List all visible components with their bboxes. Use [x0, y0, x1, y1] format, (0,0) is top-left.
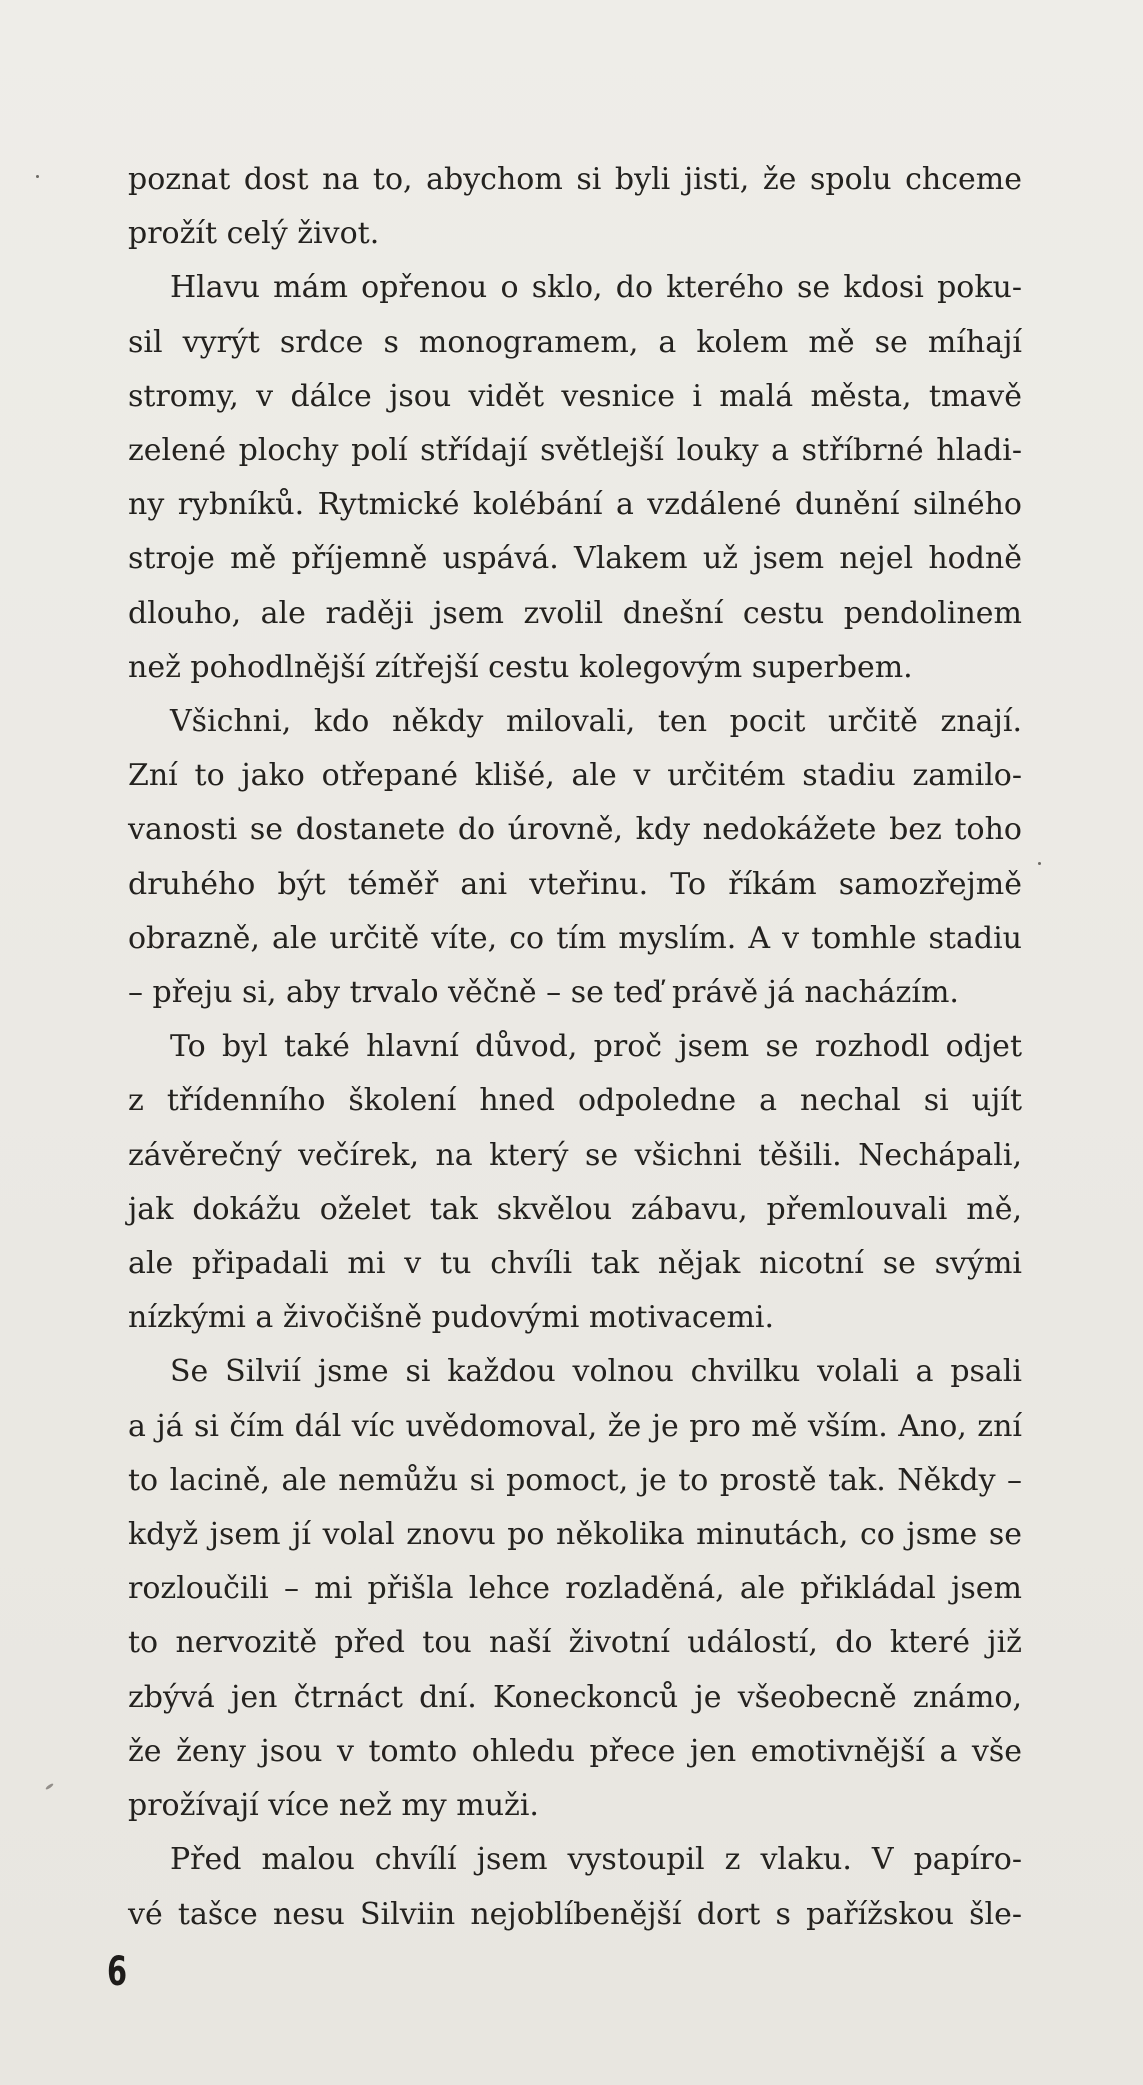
paper-speck — [45, 1783, 54, 1791]
text-line: nízkými a živočišně pudovými motivacemi. — [128, 1300, 775, 1336]
text-line: stroje mě příjemně uspává. Vlakem už jsem nejel hodně — [128, 541, 1022, 577]
text-line: že ženy jsou v tomto ohledu přece jen emotivnější a vše — [128, 1733, 1022, 1769]
text-line: zbývá jen čtrnáct dní. Koneckonců je všeobecně známo, — [128, 1679, 1022, 1715]
text-line: stromy, v dálce jsou vidět vesnice i malá města, tmavě — [128, 378, 1022, 414]
text-line: vé tašce nesu Silviin nejoblíbenější dort s pařížskou šle- — [128, 1896, 1022, 1932]
text-line: z třídenního školení hned odpoledne a nechal si ujít — [128, 1083, 1022, 1119]
text-line: – přeju si, aby trvalo věčně – se teď právě já nacházím. — [128, 975, 959, 1011]
text-line: ale připadali mi v tu chvíli tak nějak nicotní se svými — [128, 1246, 1022, 1282]
text-line: Se Silvií jsme si každou volnou chvilku volali a psali — [170, 1354, 1022, 1390]
text-line: Před malou chvílí jsem vystoupil z vlaku. V papíro- — [170, 1842, 1022, 1878]
text-line: obrazně, ale určitě víte, co tím myslím. A v tomhle stadiu — [128, 920, 1022, 956]
text-line: závěrečný večírek, na který se všichni těšili. Nechápali, — [128, 1137, 1022, 1173]
text-line: to lacině, ale nemůžu si pomoct, je to prostě tak. Někdy – — [128, 1462, 1022, 1498]
text-line: když jsem jí volal znovu po několika minutách, co jsme se — [128, 1517, 1022, 1553]
text-line: a já si čím dál víc uvědomoval, že je pro mě vším. Ano, zní — [128, 1408, 1022, 1444]
text-line: Hlavu mám opřenou o sklo, do kterého se kdosi poku- — [170, 270, 1022, 306]
text-line: než pohodlnější zítřejší cestu kolegovým superbem. — [128, 649, 913, 685]
text-line: Zní to jako otřepané klišé, ale v určitém stadiu zamilo- — [128, 758, 1022, 794]
text-line: rozloučili – mi přišla lehce rozladěná, ale přikládal jsem — [128, 1571, 1022, 1607]
paper-speck — [1038, 862, 1041, 865]
text-line: zelené plochy polí střídají světlejší louky a stříbrné hladi- — [128, 433, 1022, 469]
paper-speck — [36, 175, 39, 178]
text-line: druhého být téměř ani vteřinu. To říkám samozřejmě — [128, 866, 1022, 902]
text-line: to nervozitě před tou naší životní událostí, do které již — [128, 1625, 1022, 1661]
text-line: poznat dost na to, abychom si byli jisti, že spolu chceme — [128, 162, 1022, 197]
text-line: dlouho, ale raději jsem zvolil dnešní cestu pendolinem — [128, 595, 1022, 631]
text-line: prožívají více než my muži. — [128, 1788, 539, 1824]
text-line: To byl také hlavní důvod, proč jsem se rozhodl odjet — [170, 1029, 1022, 1065]
text-line: vanosti se dostanete do úrovně, kdy nedokážete bez toho — [128, 812, 1022, 848]
text-line: Všichni, kdo někdy milovali, ten pocit určitě znají. — [170, 704, 1022, 740]
page-number: 6 — [107, 1949, 128, 1995]
text-line: prožít celý život. — [128, 216, 380, 252]
text-line: sil vyrýt srdce s monogramem, a kolem mě se míhají — [128, 324, 1022, 360]
text-line: ny rybníků. Rytmické kolébání a vzdálené dunění silného — [128, 487, 1022, 523]
body-text — [128, 153, 1022, 1942]
text-line: jak dokážu oželet tak skvělou zábavu, přemlouvali mě, — [128, 1191, 1022, 1227]
